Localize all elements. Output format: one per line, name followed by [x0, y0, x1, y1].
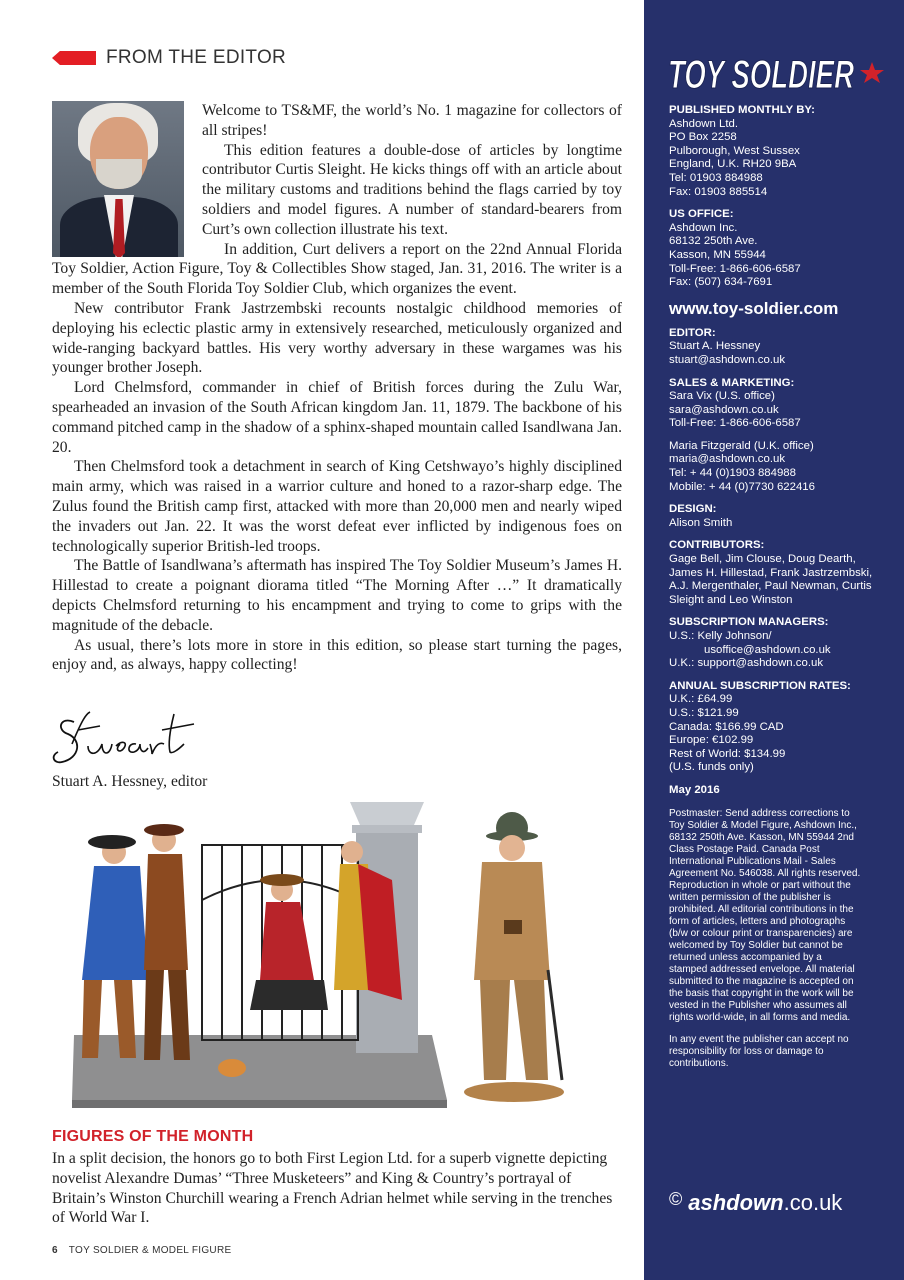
- publisher-line: Tel: 01903 884988: [669, 171, 763, 184]
- page-number: 6: [52, 1245, 58, 1256]
- figures-of-month-title: FIGURES OF THE MONTH: [52, 1128, 254, 1145]
- editor-email: stuart@ashdown.co.uk: [669, 353, 786, 366]
- logo-text: TOY SOLDIER: [668, 53, 855, 97]
- editorial-paragraph: In addition, Curt delivers a report on the 22nd Annual Florida Toy Soldier, Action Figure, Toy & Collectibles Show staged, Jan. 31, 2016. The writer is a member of the South Florida Toy Soldier Club, which organizes the event.: [52, 240, 622, 298]
- sales-uk-line: Tel: + 44 (0)1903 884988: [669, 467, 796, 480]
- publisher-line: Fax: 01903 885514: [669, 185, 768, 198]
- editorial-paragraph: Lord Chelmsford, commander in chief of British forces during the Zulu War, spearheaded an invasion of the South African kingdom Jan. 11, 1879. The backbone of his command pitched camp in the shadow of a sphinx-shaped mountain called Isandlwana Jan. 20.: [52, 379, 622, 456]
- contributors-block: [669, 539, 891, 607]
- contributors-text: Gage Bell, Jim Clouse, Doug Dearth, James H. Hillestad, Frank Jastrzembski, A.J. Mergenthaler, Paul Newman, Curtis Sleight and Leo Winston: [669, 553, 873, 606]
- us-office-line: Kasson, MN 55944: [669, 248, 766, 261]
- signature-caption: Stuart A. Hessney, editor: [52, 773, 208, 790]
- published-heading: PUBLISHED MONTHLY BY:: [669, 104, 815, 116]
- sales-heading: SALES & MARKETING:: [669, 376, 795, 389]
- editor-block: [669, 327, 891, 368]
- editor-heading: EDITOR:: [669, 326, 716, 339]
- editorial-paragraph: Then Chelmsford took a detachment in search of King Cetshwayo’s highly disciplined main army, which was raised in a warrior culture and honed to a razor-sharp edge. The Zulus found the British camp first, attacked with more than 20,000 men and nearly wiped the invaders out Jan. 22. It was the worst defeat ever inflicted by indigenous foes on technologically superior British-led troops.: [52, 458, 622, 555]
- rates-block: [669, 680, 891, 775]
- page-footer: [52, 1245, 231, 1256]
- subscription-heading: SUBSCRIPTION MANAGERS:: [669, 616, 829, 629]
- us-office-line: Toll-Free: 1-866-606-6587: [669, 262, 801, 275]
- sales-uk-block: [669, 440, 891, 494]
- masthead-panel: [644, 0, 904, 1280]
- editor-photo: [52, 101, 184, 257]
- issue-date: May 2016: [669, 783, 720, 796]
- contributors-heading: CONTRIBUTORS:: [669, 539, 765, 552]
- website-link[interactable]: www.toy-soldier.com: [669, 298, 839, 318]
- us-office-line: Ashdown Inc.: [669, 221, 738, 234]
- ashdown-logo[interactable]: [669, 1190, 842, 1216]
- sales-line: sara@ashdown.co.uk: [669, 403, 779, 416]
- editor-name: Stuart A. Hessney: [669, 340, 761, 353]
- postmaster-notice: Postmaster: Send address corrections to Toy Soldier & Model Figure, Ashdown Inc., 68132 250th Ave. Kasson, MN 55944 2nd Class Postage Paid. Canada Post International Publications Mail - Sales Agreement No. 546038. All rights reserved. Reproduction in whole or part without the written permission of the publisher is prohibited. All editorial contributions in the form of articles, letters and photographs (b/w or colour print or transparencies) are welcomed by Toy Soldier but cannot be returned unless accompanied by a stamped addressed envelope. All material submitted to the magazine is accepted on the basis that copyright in the work will be vested in the Publisher who assumes all rights world-wide, in all forms and media.: [669, 807, 861, 1023]
- section-flag-icon: [52, 51, 96, 65]
- rate-line: Canada: $166.99 CAD: [669, 720, 784, 733]
- publisher-line: England, U.K. RH20 9BA: [669, 158, 797, 171]
- section-header: [52, 47, 286, 69]
- sales-line: Sara Vix (U.S. office): [669, 390, 775, 403]
- design-block: [669, 503, 891, 530]
- sales-block: [669, 377, 891, 431]
- sales-uk-line: maria@ashdown.co.uk: [669, 453, 786, 466]
- editorial-paragraph: New contributor Frank Jastrzembski recounts nostalgic childhood memories of deploying his eclectic plastic army in extensively researched, meticulously organized and wide-ranging backyard battles. His very worthy adversary in these wargames was his younger brother Joseph.: [52, 299, 622, 377]
- editorial-paragraph: As usual, there’s lots more in store in this edition, so please start turning the pages, enjoy and, as always, happy collecting!: [52, 636, 622, 674]
- design-heading: DESIGN:: [669, 503, 717, 516]
- sales-line: Toll-Free: 1-866-606-6587: [669, 417, 801, 430]
- publication-name: TOY SOLDIER & MODEL FIGURE: [68, 1245, 232, 1256]
- us-office-line: Fax: (507) 634-7691: [669, 276, 773, 289]
- rate-line: Rest of World: $134.99: [669, 747, 786, 760]
- ashdown-tld: .co.uk: [783, 1190, 843, 1215]
- figures-of-month-text: In a split decision, the honors go to both First Legion Ltd. for a superb vignette depicting novelist Alexandre Dumas’ “Three Musketeers” and King & Country’s portrayal of Britain’s Winston Churchill wearing a French Adrian helmet while serving in the trenches of World War I.: [52, 1150, 613, 1227]
- ashdown-brand: ashdown: [688, 1190, 784, 1215]
- sales-uk-line: Maria Fitzgerald (U.K. office): [669, 439, 814, 452]
- rate-line: U.K.: £64.99: [669, 693, 733, 706]
- design-line: Alison Smith: [669, 516, 733, 529]
- toy-soldier-logo: [666, 48, 888, 98]
- editorial-paragraph: Welcome to TS&MF, the world’s No. 1 magazine for collectors of all stripes!: [202, 102, 622, 139]
- us-office-line: 68132 250th Ave.: [669, 235, 758, 248]
- rates-heading: ANNUAL SUBSCRIPTION RATES:: [669, 679, 851, 692]
- sales-uk-line: Mobile: + 44 (0)7730 622416: [669, 480, 815, 493]
- editorial-paragraph: This edition features a double-dose of articles by longtime contributor Curtis Sleight. He kicks things off with an article about the military customs and traditions behind the flags carried by toy soldiers and model figures. A number of standard-bearers from Curt’s own collection illustrate his text.: [202, 141, 622, 238]
- us-office-heading: US OFFICE:: [669, 208, 734, 221]
- editorial-paragraph: The Battle of Isandlwana’s aftermath has inspired The Toy Soldier Museum’s James H. Hillestad to create a poignant diorama titled “The Morning After …” It dramatically depicts Chelmsford returning to his encampment and trying to come to grips with the magnitude of the debacle.: [52, 557, 622, 634]
- editor-signature: [52, 700, 202, 770]
- subscription-us: U.S.: Kelly Johnson/: [669, 630, 772, 642]
- publisher-line: Pulborough, West Sussex: [669, 144, 800, 157]
- masthead-info: [669, 104, 891, 1080]
- rate-line: (U.S. funds only): [669, 761, 754, 774]
- rate-line: U.S.: $121.99: [669, 706, 739, 719]
- subscription-uk: U.K.: support@ashdown.co.uk: [669, 657, 824, 670]
- publisher-block: [669, 104, 891, 199]
- publisher-line: PO Box 2258: [669, 131, 737, 144]
- figures-photo: [52, 800, 632, 1120]
- disclaimer: In any event the publisher can accept no responsibility for loss or damage to contributions.: [669, 1033, 849, 1069]
- publisher-line: Ashdown Ltd.: [669, 117, 739, 130]
- us-office-block: [669, 208, 891, 290]
- rate-line: Europe: €102.99: [669, 734, 754, 747]
- subscription-block: [669, 616, 891, 670]
- subscription-us-email: usoffice@ashdown.co.uk: [704, 643, 831, 656]
- editorial-body: [52, 101, 622, 675]
- copyright-symbol: ©: [669, 1189, 683, 1209]
- section-title: FROM THE EDITOR: [106, 47, 287, 68]
